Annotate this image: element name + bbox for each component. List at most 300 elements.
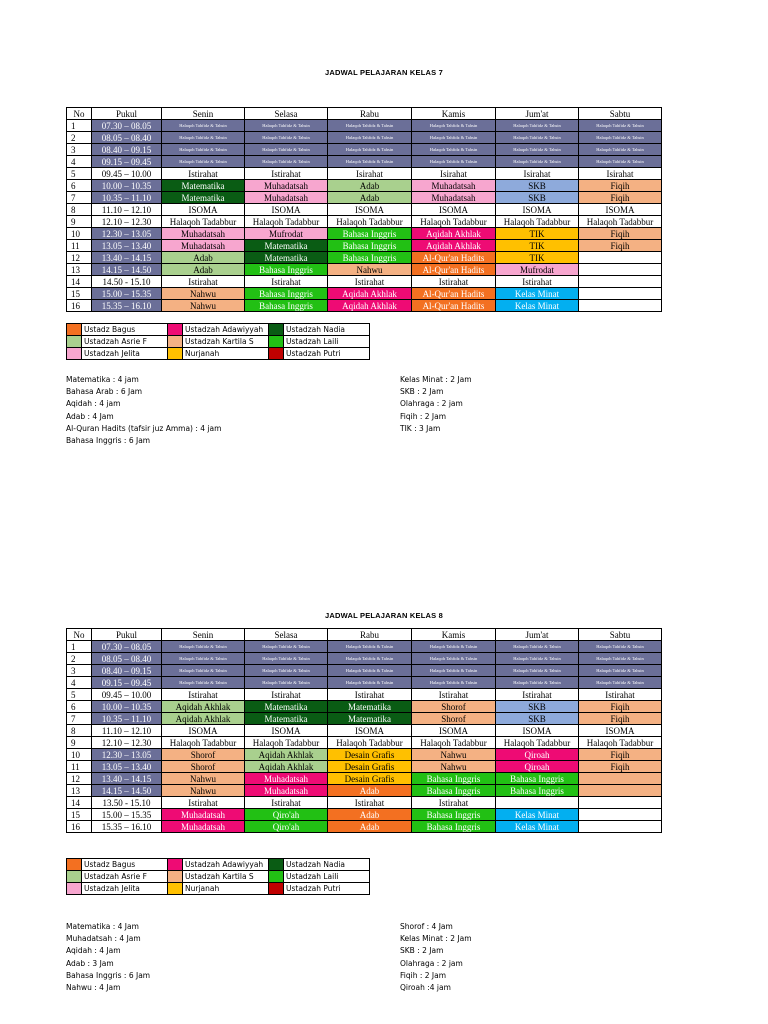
lesson-cell: Adab — [162, 264, 245, 276]
lesson-cell: Halaqoh Tahfidz & Tahsin — [328, 641, 412, 653]
lesson-cell: Nahwu — [328, 264, 412, 276]
table-row — [67, 785, 662, 797]
legend-teacher-name: Ustadzah Adawiyyah — [183, 859, 269, 871]
column-header: Kamis — [412, 108, 496, 120]
column-header: Pukul — [92, 629, 162, 641]
lesson-cell: Matematika — [245, 252, 328, 264]
column-header: Senin — [162, 108, 245, 120]
lesson-cell: Istirahat — [496, 689, 579, 701]
lesson-cell: Fiqih — [579, 228, 662, 240]
lesson-cell: Adab — [328, 192, 412, 204]
legend-teacher-name: Ustadzah Kartila S — [183, 336, 269, 348]
lesson-cell: Halaqoh Tahfidz & Tahsin — [245, 156, 328, 168]
legend-swatch — [67, 348, 82, 360]
lesson-cell: Aqidah Akhlak — [162, 713, 245, 725]
lesson-cell: Halaqoh Tahfidz & Tahsin — [496, 677, 579, 689]
legend-teacher-name: Ustadzah Laili — [284, 871, 370, 883]
lesson-cell: ISOMA — [245, 204, 328, 216]
table-row — [67, 689, 662, 701]
hours-note: Matematika : 4 Jam — [66, 922, 139, 931]
row-number: 7 — [67, 192, 92, 204]
table-row — [67, 749, 662, 761]
lesson-cell: Istirahat — [412, 276, 496, 288]
legend-teacher-name: Ustadzah Nadia — [284, 324, 370, 336]
lesson-cell: Isirahat — [579, 168, 662, 180]
legend-teacher-name: Nurjanah — [183, 348, 269, 360]
hours-note: Muhadatsah : 4 Jam — [66, 934, 141, 944]
time-slot: 09.15 – 09.45 — [92, 677, 162, 689]
lesson-cell: Matematika — [162, 192, 245, 204]
lesson-cell: Bahasa Inggris — [412, 821, 496, 833]
row-number: 11 — [67, 240, 92, 252]
table-row — [67, 204, 662, 216]
lesson-cell: Fiqih — [579, 761, 662, 773]
hours-note: TIK : 3 Jam — [400, 423, 441, 433]
table-row — [67, 653, 662, 665]
lesson-cell: Adab — [328, 809, 412, 821]
lesson-cell: Halaqoh Tahfidz & Tahsin — [496, 144, 579, 156]
table-row — [67, 192, 662, 204]
lesson-cell: TIK — [496, 252, 579, 264]
lesson-cell: Halaqoh Tahfidz & Tahsin — [579, 120, 662, 132]
table-row — [67, 132, 662, 144]
lesson-cell: Istirahat — [579, 689, 662, 701]
time-slot: 10.35 – 11.10 — [92, 713, 162, 725]
legend-row — [67, 871, 370, 883]
lesson-cell: Halaqoh Tahfidz & Tahsin — [245, 665, 328, 677]
lesson-cell — [579, 252, 662, 264]
legend-teacher-name: Ustadzah Adawiyyah — [183, 324, 269, 336]
lesson-cell: Aqidah Akhlak — [328, 300, 412, 312]
hours-note: Kelas Minat : 2 Jam — [400, 934, 472, 944]
legend-swatch — [67, 336, 82, 348]
time-slot: 08.05 – 08.40 — [92, 653, 162, 665]
lesson-cell: Halaqoh Tahfidz & Tahsin — [162, 132, 245, 144]
lesson-cell: Muhadatsah — [245, 773, 328, 785]
time-slot: 11.10 – 12.10 — [92, 204, 162, 216]
lesson-cell: Matematika — [245, 713, 328, 725]
legend-swatch — [269, 336, 284, 348]
lesson-cell: Halaqoh Tahfidz & Tahsin — [328, 653, 412, 665]
table-row — [67, 144, 662, 156]
lesson-cell: Istirahat — [162, 689, 245, 701]
lesson-cell: Istirahat — [162, 168, 245, 180]
lesson-cell: Matematika — [328, 713, 412, 725]
lesson-cell: Bahasa Inggris — [328, 252, 412, 264]
lesson-cell: Halaqoh Tahfidz & Tahsin — [412, 677, 496, 689]
row-number: 6 — [67, 180, 92, 192]
lesson-cell: Desain Grafis — [328, 773, 412, 785]
row-number: 1 — [67, 120, 92, 132]
hours-notes-right — [400, 374, 472, 435]
row-number: 13 — [67, 264, 92, 276]
lesson-cell: Halaqoh Tahfidz & Tahsin — [496, 132, 579, 144]
hours-note: Olahraga : 2 jam — [400, 399, 463, 409]
lesson-cell: Aqidah Akhlak — [328, 288, 412, 300]
lesson-cell: Nahwu — [162, 300, 245, 312]
lesson-cell: Halaqoh Tahfidz & Tahsin — [162, 665, 245, 677]
time-slot: 15.35 – 16.10 — [92, 821, 162, 833]
lesson-cell: Halaqoh Tahfidz & Tahsin — [496, 665, 579, 677]
lesson-cell: Halaqoh Tadabbur — [245, 216, 328, 228]
table-row — [67, 701, 662, 713]
row-number: 6 — [67, 701, 92, 713]
time-slot: 11.10 – 12.10 — [92, 725, 162, 737]
lesson-cell: Isirahat — [328, 168, 412, 180]
lesson-cell: Matematika — [245, 701, 328, 713]
legend-row — [67, 883, 370, 895]
lesson-cell: Bahasa Inggris — [496, 785, 579, 797]
lesson-cell: Halaqoh Tadabbur — [162, 216, 245, 228]
legend-swatch — [269, 348, 284, 360]
lesson-cell: Isirahat — [496, 168, 579, 180]
table-row — [67, 821, 662, 833]
schedule-table — [66, 628, 662, 833]
table-row — [67, 156, 662, 168]
lesson-cell: ISOMA — [245, 725, 328, 737]
time-slot: 12.30 – 13.05 — [92, 228, 162, 240]
lesson-cell: Istirahat — [162, 276, 245, 288]
row-number: 14 — [67, 276, 92, 288]
legend-swatch — [269, 859, 284, 871]
lesson-cell: Halaqoh Tahfidz & Tahsin — [245, 641, 328, 653]
lesson-cell: Halaqoh Tahfidz & Tahsin — [328, 132, 412, 144]
lesson-cell — [579, 264, 662, 276]
teacher-legend — [66, 323, 370, 360]
row-number: 2 — [67, 653, 92, 665]
time-slot: 08.40 – 09.15 — [92, 144, 162, 156]
table-row — [67, 240, 662, 252]
lesson-cell: Halaqoh Tahfidz & Tahsin — [496, 120, 579, 132]
lesson-cell: Muhadatsah — [162, 240, 245, 252]
lesson-cell: Halaqoh Tahfidz & Tahsin — [245, 677, 328, 689]
lesson-cell: Aqidah Akhlak — [245, 761, 328, 773]
time-slot: 14.15 – 14.50 — [92, 785, 162, 797]
lesson-cell: Halaqoh Tadabbur — [579, 216, 662, 228]
lesson-cell: Fiqih — [579, 180, 662, 192]
lesson-cell: ISOMA — [412, 725, 496, 737]
time-slot: 13.05 – 13.40 — [92, 240, 162, 252]
lesson-cell: Halaqoh Tahfidz & Tahsin — [245, 653, 328, 665]
column-header: Selasa — [245, 108, 328, 120]
lesson-cell — [579, 785, 662, 797]
lesson-cell: ISOMA — [579, 204, 662, 216]
row-number: 2 — [67, 132, 92, 144]
lesson-cell: TIK — [496, 240, 579, 252]
column-header: Rabu — [328, 108, 412, 120]
lesson-cell: Istirahat — [412, 797, 496, 809]
row-number: 1 — [67, 641, 92, 653]
lesson-cell: Muhadatsah — [162, 821, 245, 833]
legend-swatch — [269, 883, 284, 895]
lesson-cell: Halaqoh Tahfidz & Tahsin — [579, 665, 662, 677]
column-header: Pukul — [92, 108, 162, 120]
lesson-cell: Adab — [328, 821, 412, 833]
legend-row — [67, 336, 370, 348]
hours-note: SKB : 2 Jam — [400, 946, 444, 956]
lesson-cell: Fiqih — [579, 701, 662, 713]
legend-swatch — [168, 883, 183, 895]
column-header: Jum'at — [496, 108, 579, 120]
lesson-cell: Adab — [328, 785, 412, 797]
row-number: 5 — [67, 168, 92, 180]
lesson-cell: Halaqoh Tahfidz & Tahsin — [328, 144, 412, 156]
lesson-cell: Halaqoh Tahfidz & Tahsin — [412, 156, 496, 168]
row-number: 4 — [67, 156, 92, 168]
legend-swatch — [168, 324, 183, 336]
lesson-cell: Halaqoh Tahfidz & Tahsin — [162, 156, 245, 168]
lesson-cell: Fiqih — [579, 240, 662, 252]
lesson-cell: Halaqoh Tadabbur — [412, 216, 496, 228]
lesson-cell: Halaqoh Tahfidz & Tahsin — [412, 653, 496, 665]
lesson-cell: Istirahat — [245, 689, 328, 701]
teacher-legend — [66, 858, 370, 895]
lesson-cell: SKB — [496, 192, 579, 204]
time-slot: 13.05 – 13.40 — [92, 761, 162, 773]
lesson-cell: SKB — [496, 180, 579, 192]
lesson-cell: Halaqoh Tahfidz & Tahsin — [579, 132, 662, 144]
lesson-cell: Muhadatsah — [162, 228, 245, 240]
row-number: 13 — [67, 785, 92, 797]
lesson-cell: Istirahat — [328, 797, 412, 809]
time-slot: 13.40 – 14.15 — [92, 252, 162, 264]
lesson-cell: Al-Qur'an Hadits — [412, 300, 496, 312]
lesson-cell: Bahasa Inggris — [245, 264, 328, 276]
hours-note: Bahasa Arab : 6 Jam — [66, 387, 143, 397]
lesson-cell: Desain Grafis — [328, 761, 412, 773]
lesson-cell: Muhadatsah — [245, 192, 328, 204]
table-row — [67, 264, 662, 276]
row-number: 8 — [67, 204, 92, 216]
legend-teacher-name: Ustadzah Laili — [284, 336, 370, 348]
row-number: 10 — [67, 749, 92, 761]
hours-note: SKB : 2 Jam — [400, 387, 444, 397]
lesson-cell: Halaqoh Tadabbur — [245, 737, 328, 749]
lesson-cell: Istirahat — [245, 168, 328, 180]
time-slot: 08.05 – 08.40 — [92, 132, 162, 144]
lesson-cell: Halaqoh Tahfidz & Tahsin — [412, 144, 496, 156]
lesson-cell: Halaqoh Tahfidz & Tahsin — [579, 641, 662, 653]
row-number: 7 — [67, 713, 92, 725]
lesson-cell: Matematika — [162, 180, 245, 192]
legend-teacher-name: Ustadzah Asrie F — [82, 871, 168, 883]
legend-row — [67, 324, 370, 336]
row-number: 8 — [67, 725, 92, 737]
lesson-cell: Halaqoh Tahfidz & Tahsin — [579, 144, 662, 156]
row-number: 5 — [67, 689, 92, 701]
hours-note: Kelas Minat : 2 Jam — [400, 375, 472, 384]
hours-note: Adab : 4 Jam — [66, 411, 114, 421]
schedule-title: JADWAL PELAJARAN KELAS 8 — [324, 611, 443, 620]
hours-note: Aqidah : 4 Jam — [66, 946, 121, 956]
lesson-cell: Bahasa Inggris — [412, 773, 496, 785]
lesson-cell: Istirahat — [162, 797, 245, 809]
lesson-cell: TIK — [496, 228, 579, 240]
lesson-cell: Nahwu — [162, 288, 245, 300]
hours-note: Bahasa Inggris : 6 Jam — [66, 436, 151, 446]
lesson-cell: Bahasa Inggris — [328, 228, 412, 240]
lesson-cell: Muhadatsah — [245, 180, 328, 192]
lesson-cell: Nahwu — [412, 761, 496, 773]
table-row — [67, 276, 662, 288]
lesson-cell: Al-Qur'an Hadits — [412, 288, 496, 300]
table-row — [67, 216, 662, 228]
lesson-cell: Fiqih — [579, 713, 662, 725]
row-number: 11 — [67, 761, 92, 773]
lesson-cell: Qiroah — [496, 749, 579, 761]
lesson-cell: SKB — [496, 701, 579, 713]
legend-swatch — [67, 324, 82, 336]
time-slot: 13.50 - 15.10 — [92, 797, 162, 809]
lesson-cell: Halaqoh Tahfidz & Tahsin — [496, 156, 579, 168]
lesson-cell: Nahwu — [162, 785, 245, 797]
lesson-cell: SKB — [496, 713, 579, 725]
column-header: Selasa — [245, 629, 328, 641]
column-header: Rabu — [328, 629, 412, 641]
column-header: Kamis — [412, 629, 496, 641]
hours-note: Olahraga : 2 jam — [400, 958, 463, 968]
lesson-cell: Shorof — [162, 761, 245, 773]
row-number: 16 — [67, 300, 92, 312]
lesson-cell: Fiqih — [579, 192, 662, 204]
legend-row — [67, 859, 370, 871]
hours-note: Fiqih : 2 Jam — [400, 970, 447, 980]
lesson-cell: Istirahat — [412, 689, 496, 701]
legend-swatch — [168, 336, 183, 348]
lesson-cell: Halaqoh Tahfidz & Tahsin — [328, 677, 412, 689]
lesson-cell: ISOMA — [412, 204, 496, 216]
lesson-cell: Mufrodat — [496, 264, 579, 276]
lesson-cell: Shorof — [412, 701, 496, 713]
lesson-cell: Halaqoh Tahfidz & Tahsin — [162, 653, 245, 665]
lesson-cell: ISOMA — [162, 204, 245, 216]
lesson-cell: Matematika — [245, 240, 328, 252]
lesson-cell: Bahasa Inggris — [412, 785, 496, 797]
lesson-cell — [496, 797, 579, 809]
time-slot: 15.00 – 15.35 — [92, 809, 162, 821]
time-slot: 09.45 – 10.00 — [92, 168, 162, 180]
lesson-cell: Halaqoh Tahfidz & Tahsin — [496, 641, 579, 653]
time-slot: 10.00 – 10.35 — [92, 701, 162, 713]
lesson-cell — [579, 300, 662, 312]
table-row — [67, 641, 662, 653]
column-header: Sabtu — [579, 629, 662, 641]
lesson-cell: Bahasa Inggris — [412, 809, 496, 821]
lesson-cell: Halaqoh Tadabbur — [412, 737, 496, 749]
lesson-cell: Desain Grafis — [328, 749, 412, 761]
table-row — [67, 737, 662, 749]
time-slot: 14.15 – 14.50 — [92, 264, 162, 276]
table-row — [67, 228, 662, 240]
lesson-cell: Nahwu — [412, 749, 496, 761]
lesson-cell: ISOMA — [496, 204, 579, 216]
legend-swatch — [168, 871, 183, 883]
legend-swatch — [168, 859, 183, 871]
lesson-cell: Muhadatsah — [412, 180, 496, 192]
lesson-cell — [579, 797, 662, 809]
lesson-cell: Istirahat — [328, 689, 412, 701]
row-number: 10 — [67, 228, 92, 240]
lesson-cell: Al-Qur'an Hadits — [412, 252, 496, 264]
time-slot: 09.45 – 10.00 — [92, 689, 162, 701]
lesson-cell: Kelas Minat — [496, 288, 579, 300]
table-row — [67, 288, 662, 300]
lesson-cell: Bahasa Inggris — [245, 300, 328, 312]
legend-teacher-name: Ustadz Bagus — [82, 324, 168, 336]
lesson-cell: Fiqih — [579, 749, 662, 761]
table-row — [67, 713, 662, 725]
lesson-cell: Halaqoh Tahfidz & Tahsin — [579, 156, 662, 168]
lesson-cell: Qiro'ah — [245, 809, 328, 821]
legend-teacher-name: Ustadzah Asrie F — [82, 336, 168, 348]
hours-note: Bahasa Inggris : 6 Jam — [66, 970, 151, 980]
lesson-cell: Aqidah Akhlak — [412, 240, 496, 252]
column-header: Sabtu — [579, 108, 662, 120]
legend-teacher-name: Ustadzah Jelita — [82, 883, 168, 895]
lesson-cell: Bahasa Inggris — [496, 773, 579, 785]
lesson-cell: Kelas Minat — [496, 809, 579, 821]
legend-teacher-name: Ustadzah Putri — [284, 348, 370, 360]
lesson-cell: ISOMA — [496, 725, 579, 737]
lesson-cell: ISOMA — [579, 725, 662, 737]
lesson-cell: Shorof — [162, 749, 245, 761]
lesson-cell: Halaqoh Tahfidz & Tahsin — [162, 120, 245, 132]
lesson-cell: Halaqoh Tahfidz & Tahsin — [328, 665, 412, 677]
lesson-cell: Adab — [328, 180, 412, 192]
legend-row — [67, 348, 370, 360]
lesson-cell: Matematika — [328, 701, 412, 713]
lesson-cell: ISOMA — [328, 725, 412, 737]
lesson-cell: Halaqoh Tahfidz & Tahsin — [412, 665, 496, 677]
lesson-cell: Istirahat — [245, 276, 328, 288]
hours-note: Shorof : 4 Jam — [400, 922, 453, 931]
time-slot: 10.35 – 11.10 — [92, 192, 162, 204]
lesson-cell: Qiro'ah — [245, 821, 328, 833]
time-slot: 08.40 – 09.15 — [92, 665, 162, 677]
column-header: Senin — [162, 629, 245, 641]
hours-notes-right — [400, 921, 472, 994]
legend-teacher-name: Ustadzah Jelita — [82, 348, 168, 360]
lesson-cell: Istirahat — [245, 797, 328, 809]
legend-teacher-name: Ustadzah Kartila S — [183, 871, 269, 883]
lesson-cell: Qiroah — [496, 761, 579, 773]
table-row — [67, 725, 662, 737]
table-row — [67, 180, 662, 192]
lesson-cell: Mufrodat — [245, 228, 328, 240]
column-header: No — [67, 629, 92, 641]
hours-note: Aqidah : 4 jam — [66, 399, 121, 409]
row-number: 9 — [67, 737, 92, 749]
time-slot: 10.00 – 10.35 — [92, 180, 162, 192]
table-row — [67, 252, 662, 264]
time-slot: 12.10 – 12.30 — [92, 737, 162, 749]
lesson-cell: Halaqoh Tahfidz & Tahsin — [328, 156, 412, 168]
legend-swatch — [269, 871, 284, 883]
lesson-cell: Halaqoh Tahfidz & Tahsin — [412, 132, 496, 144]
lesson-cell: Muhadatsah — [245, 785, 328, 797]
lesson-cell: Halaqoh Tahfidz & Tahsin — [496, 653, 579, 665]
lesson-cell: ISOMA — [162, 725, 245, 737]
lesson-cell — [579, 773, 662, 785]
lesson-cell: Bahasa Inggris — [245, 288, 328, 300]
lesson-cell: Halaqoh Tadabbur — [496, 216, 579, 228]
lesson-cell: Halaqoh Tahfidz & Tahsin — [245, 132, 328, 144]
hours-note: Nahwu : 4 Jam — [66, 983, 121, 993]
lesson-cell: Muhadatsah — [162, 809, 245, 821]
legend-swatch — [67, 859, 82, 871]
lesson-cell: Halaqoh Tahfidz & Tahsin — [412, 120, 496, 132]
lesson-cell: Halaqoh Tahfidz & Tahsin — [162, 144, 245, 156]
